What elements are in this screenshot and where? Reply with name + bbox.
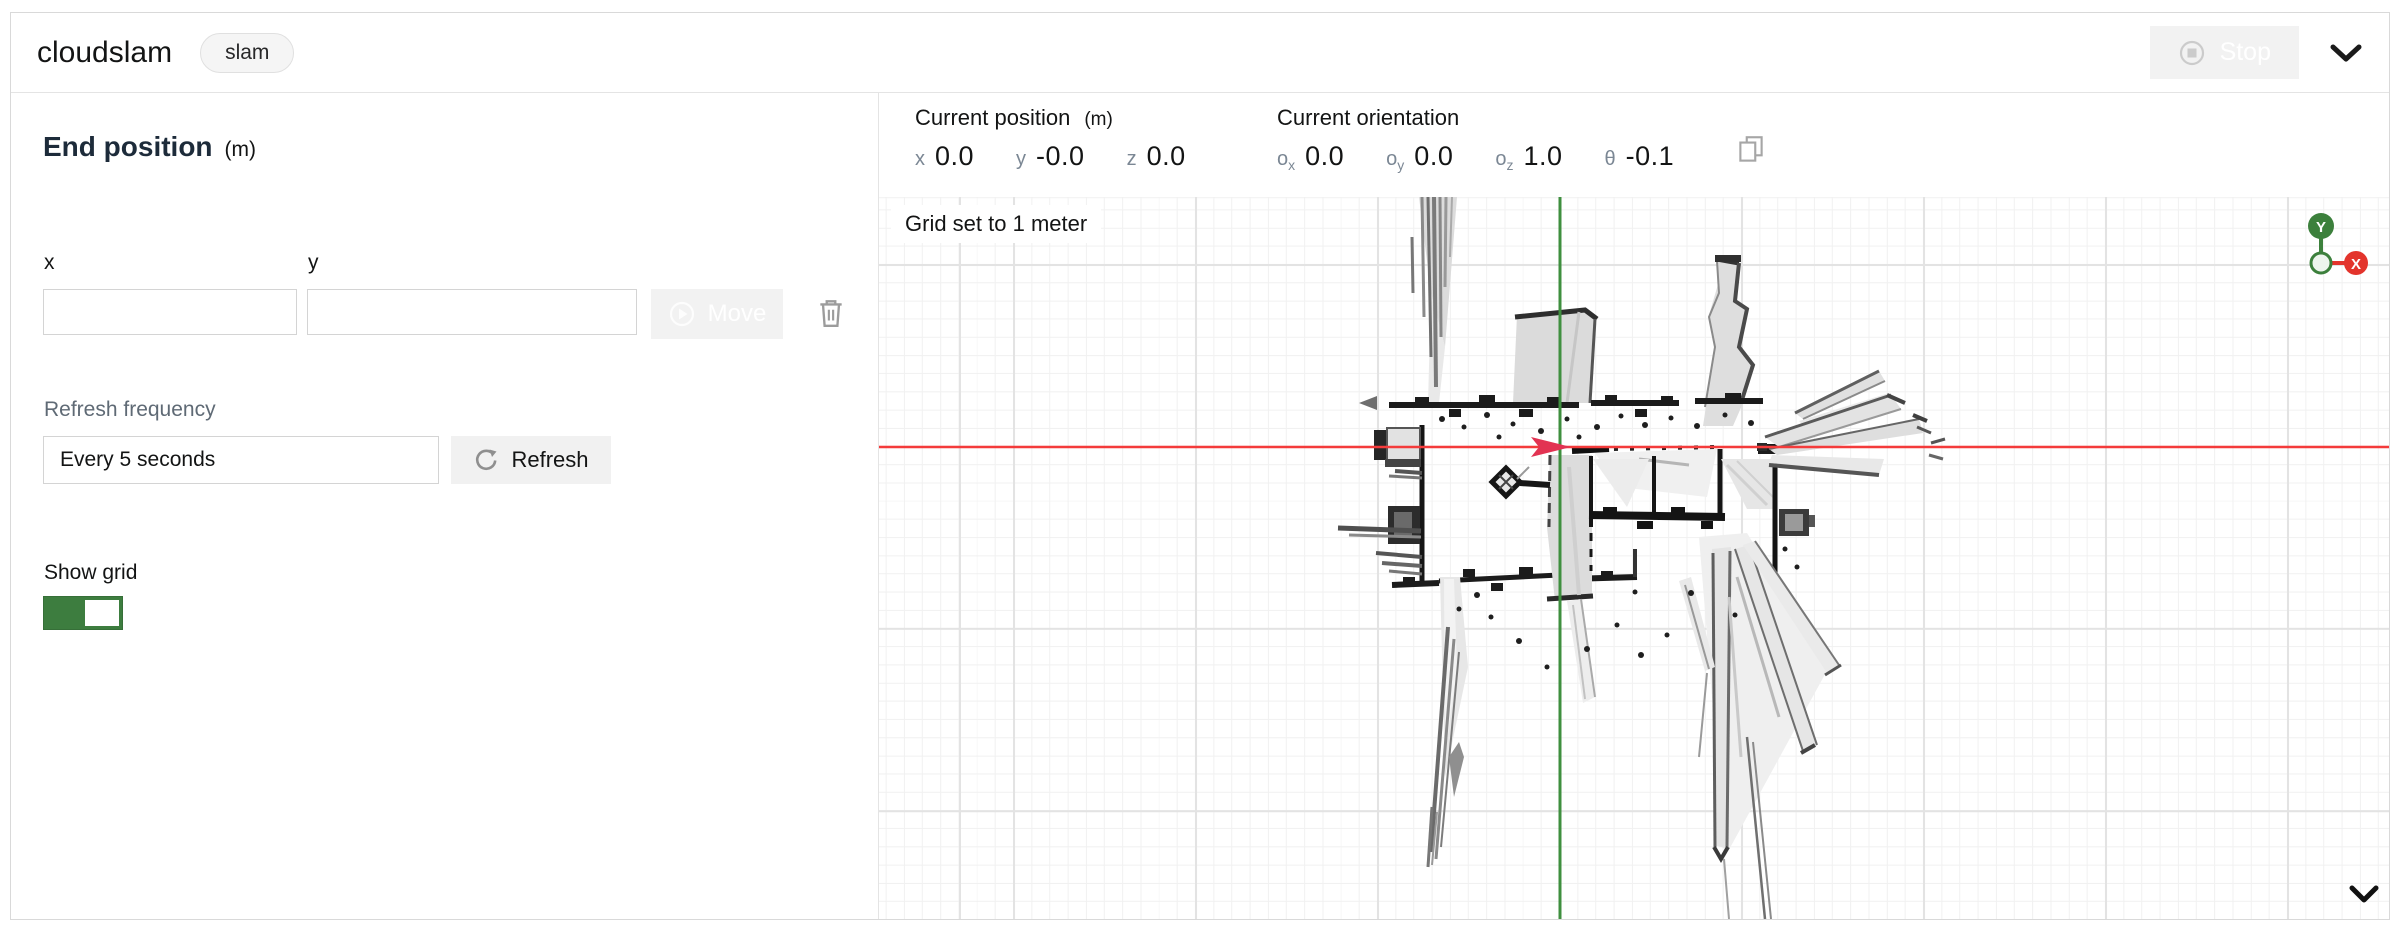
show-grid-label: Show grid bbox=[44, 561, 138, 584]
end-position-unit: (m) bbox=[224, 138, 257, 161]
move-button[interactable] bbox=[651, 289, 783, 339]
move-button-label: Move bbox=[707, 300, 767, 327]
current-position-group bbox=[915, 105, 1228, 172]
y-input[interactable] bbox=[307, 289, 637, 335]
end-position-title: End position bbox=[43, 131, 213, 162]
orientation-ox: $o_x$ 0.0 bbox=[1277, 141, 1345, 173]
orientation-theta: θ -0.1 bbox=[1604, 141, 1675, 171]
stop-button[interactable] bbox=[2150, 26, 2299, 79]
show-grid-toggle[interactable] bbox=[43, 596, 123, 630]
stop-button-label: Stop bbox=[2219, 38, 2271, 66]
panel-title: cloudslam bbox=[37, 35, 173, 69]
stop-icon bbox=[2178, 39, 2206, 67]
current-position-unit: (m) bbox=[1084, 109, 1113, 130]
gizmo-y-label: Y bbox=[2315, 219, 2327, 236]
map-pane bbox=[878, 93, 2389, 919]
slam-type-badge: slam bbox=[200, 33, 294, 73]
axis-orientation-gizmo bbox=[2287, 211, 2371, 292]
slam-map-canvas bbox=[879, 197, 2389, 919]
current-orientation-title: Current orientation bbox=[1277, 105, 1460, 130]
refresh-frequency-label: Refresh frequency bbox=[44, 398, 216, 421]
end-position-heading bbox=[43, 131, 256, 163]
refresh-frequency-value: Every 5 seconds bbox=[60, 448, 216, 471]
x-input[interactable] bbox=[43, 289, 297, 335]
position-x: x 0.0 bbox=[915, 141, 975, 171]
panel-header bbox=[11, 13, 2389, 93]
refresh-icon bbox=[473, 447, 499, 473]
cloudslam-panel bbox=[10, 12, 2390, 920]
y-field-label: y bbox=[308, 251, 319, 274]
copy-pose-button[interactable] bbox=[1735, 133, 1767, 172]
orientation-oz: $o_z$ 1.0 bbox=[1495, 141, 1563, 173]
current-position-title bbox=[915, 105, 1228, 131]
orientation-oy: $o_y$ 0.0 bbox=[1386, 141, 1454, 173]
grid-scale-note: Grid set to 1 meter bbox=[891, 205, 1101, 243]
position-z: z 0.0 bbox=[1126, 141, 1186, 171]
toggle-knob bbox=[85, 600, 119, 626]
expand-map-chevron-icon[interactable] bbox=[2347, 883, 2381, 910]
refresh-button-label: Refresh bbox=[511, 447, 589, 472]
controls-pane bbox=[11, 93, 878, 919]
pose-info-bar bbox=[879, 93, 2389, 197]
current-orientation-group bbox=[1277, 105, 1716, 173]
current-position-title-text: Current position bbox=[915, 105, 1071, 130]
play-icon bbox=[668, 300, 696, 328]
refresh-button[interactable] bbox=[451, 436, 611, 484]
refresh-frequency-select[interactable] bbox=[43, 436, 439, 484]
delete-end-position-button[interactable] bbox=[816, 297, 846, 334]
slam-map-viewport[interactable] bbox=[879, 197, 2389, 919]
collapse-panel-chevron-icon[interactable] bbox=[2329, 43, 2363, 63]
position-y: y -0.0 bbox=[1016, 141, 1085, 171]
gizmo-x-label: X bbox=[2350, 256, 2362, 273]
x-field-label: x bbox=[44, 251, 55, 274]
